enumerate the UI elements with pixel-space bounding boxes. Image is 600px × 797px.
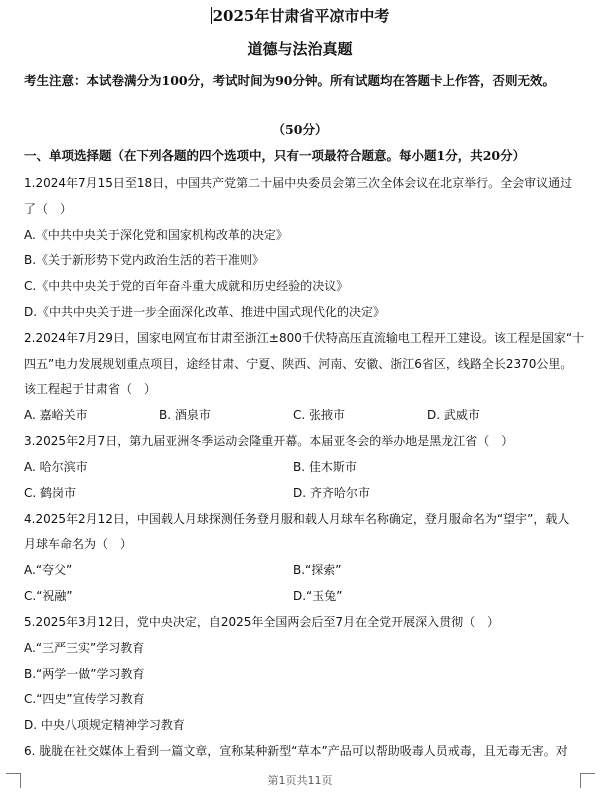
question-1-stem-line-1: 1.2024年7月15日至18日，中国共产党第二十届中央委员会第三次全体会议在北京举行。全会审议通过 (24, 176, 573, 190)
question-3-option-a: A. 哈尔滨市 (24, 460, 88, 474)
question-5-option-b: B.“两学一做”学习教育 (24, 667, 145, 681)
question-2-option-d: D. 武威市 (427, 408, 480, 422)
question-2-option-a: A. 嘉峪关市 (24, 408, 88, 422)
exam-title: 2025年甘肃省平凉市中考 (212, 7, 390, 25)
section-score: （50分） (272, 122, 328, 137)
question-4-option-d: D.“玉兔” (293, 589, 343, 603)
question-3-option-b: B. 佳木斯市 (293, 460, 357, 474)
question-3-option-c: C. 鹤岗市 (24, 486, 77, 500)
question-1-stem-line-2: 了（ ） (24, 202, 73, 216)
question-1-option-a: A.《中共中央关于深化党和国家机构改革的决定》 (24, 228, 288, 242)
question-1-option-d: D.《中共中央关于进一步全面深化改革、推进中国式现代化的决定》 (24, 305, 386, 319)
question-2-stem-line-1: 2.2024年7月29日，国家电网宣布甘肃至浙江±800千伏特高压直流输电工程开工建设。该工程是国家“十 (24, 331, 585, 345)
question-5-option-a: A.“三严三实”学习教育 (24, 641, 145, 655)
question-2-stem-line-3: 该工程起于甘肃省（ ） (24, 382, 157, 396)
question-4-option-c: C.“祝融” (24, 589, 73, 603)
question-1-option-b: B.《关于新形势下党内政治生活的若干准则》 (24, 253, 265, 267)
section-title: 一、单项选择题（在下列各题的四个选项中，只有一项最符合题意。每小题1分，共20分） (24, 148, 526, 163)
question-4-option-a: A.“夸父” (24, 563, 73, 577)
question-4-stem-line-2: 月球车命名为（ ） (24, 537, 133, 551)
page-number: 第1页共11页 (267, 774, 333, 787)
question-3-stem-line-1: 3.2025年2月7日，第九届亚洲冬季运动会隆重开幕。本届亚冬会的举办地是黑龙江省（ ） (24, 434, 514, 448)
question-1-option-c: C.《中共中央关于党的百年奋斗重大成就和历史经验的决议》 (24, 279, 349, 293)
question-3-option-d: D. 齐齐哈尔市 (293, 486, 370, 500)
exam-subtitle: 道德与法治真题 (247, 40, 353, 58)
question-2-option-c: C. 张掖市 (293, 408, 346, 422)
question-4-stem-line-1: 4.2025年2月12日，中国载人月球探测任务登月服和载人月球车名称确定，登月服命名为“望宇”，载人 (24, 512, 570, 526)
question-2-stem-line-2: 四五”电力发展规划重点项目，途经甘肃、宁夏、陕西、河南、安徽、浙江6省区，线路全长2370公里。 (24, 357, 573, 371)
text-cursor (211, 7, 212, 24)
question-5-option-d: D. 中央八项规定精神学习教育 (24, 718, 185, 732)
question-5-stem-line-1: 5.2025年3月12日，党中央决定，自2025年全国两会后至7月在全党开展深入贯彻（ ） (24, 615, 500, 629)
question-5-option-c: C.“四史”宣传学习教育 (24, 692, 145, 706)
question-2-option-b: B. 酒泉市 (159, 408, 211, 422)
question-6-stem-line-1: 6. 胧胧在社交媒体上看到一篇文章，宣称某种新型“草本”产品可以帮助吸毒人员戒毒，且无毒无害。对 (24, 744, 568, 758)
exam-notice: 考生注意：本试卷满分为100分，考试时间为90分钟。所有试题均在答题卡上作答，否则无效。 (24, 73, 555, 88)
question-4-option-b: B.“探索” (293, 563, 342, 577)
